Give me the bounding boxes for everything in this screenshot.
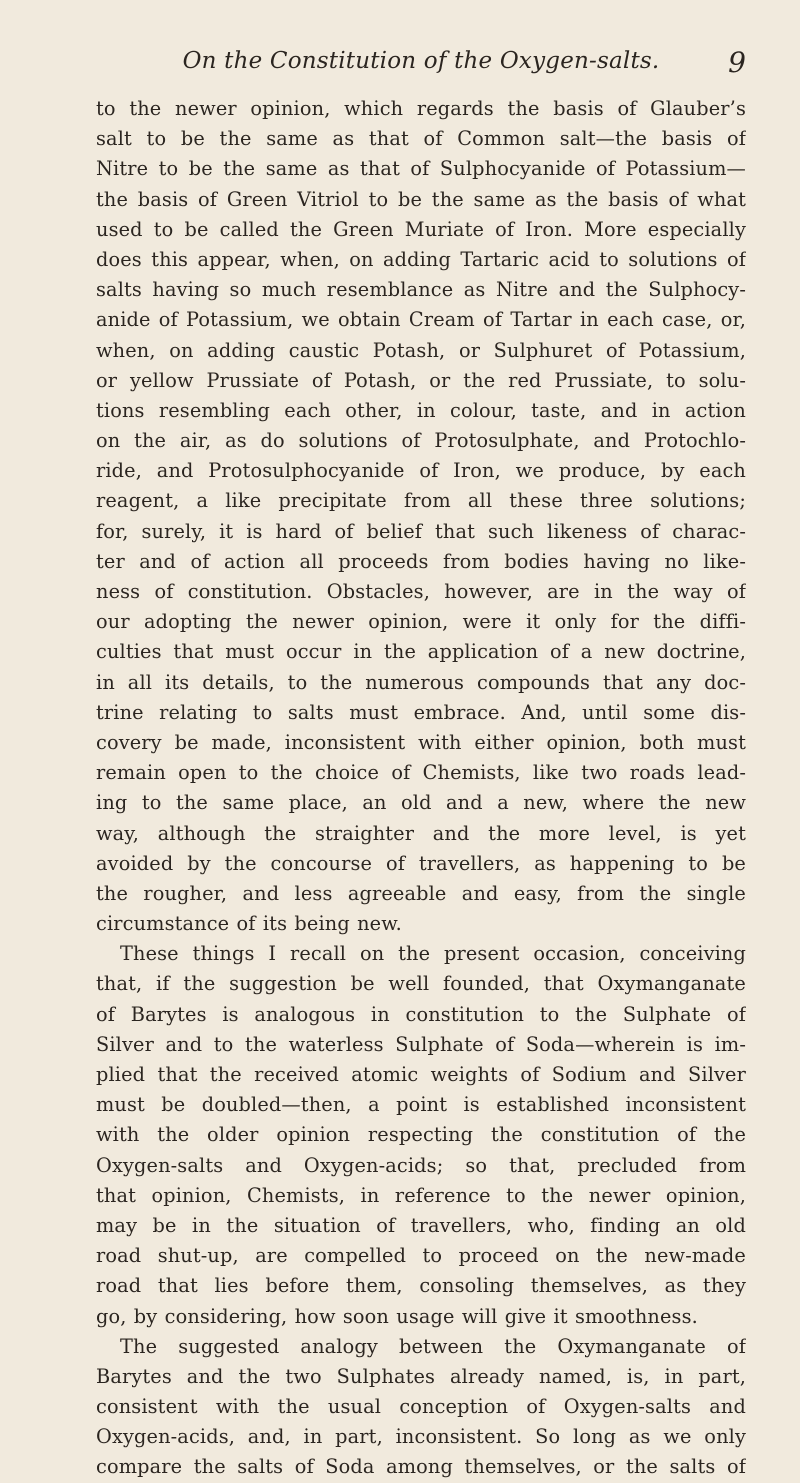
body-text xyxy=(96,94,746,1483)
text-line: in all its details, to the numerous compounds that any doc- xyxy=(96,670,746,694)
text-line: to the newer opinion, which regards the basis of Glauber’s xyxy=(96,97,746,120)
running-title: On the Constitution of the Oxygen-salts. xyxy=(182,48,660,74)
text-line: way, although the straighter and the more level, is yet xyxy=(96,821,746,845)
text-line: or yellow Prussiate of Potash, or the red Prussiate, to solu- xyxy=(96,368,746,392)
text-line: with the older opinion respecting the constitution of the xyxy=(96,1123,746,1147)
text-line: ride, and Protosulphocyanide of Iron, we produce, by each xyxy=(96,459,746,483)
text-line: when, on adding caustic Potash, or Sulphuret of Potassium, xyxy=(96,338,746,362)
text-line: the basis of Green Vitriol to be the same as the basis of what xyxy=(96,187,746,211)
text-line: that, if the suggestion be well founded, that Oxymanganate xyxy=(96,972,746,996)
text-line: for, surely, it is hard of belief that such likeness of charac- xyxy=(96,519,746,543)
text-line: salts having so much resemblance as Nitre and the Sulphocy- xyxy=(96,278,746,302)
text-line: salt to be the same as that of Common salt—the basis of xyxy=(96,127,746,151)
text-line: remain open to the choice of Chemists, like two roads lead- xyxy=(96,761,746,785)
text-line: ness of constitution. Obstacles, however, are in the way of xyxy=(96,580,746,603)
text-line: our adopting the newer opinion, were it only for the diffi- xyxy=(96,610,746,634)
text-line: tions resembling each other, in colour, taste, and in action xyxy=(96,398,746,422)
text-line: compare the salts of Soda among themselves, or the salts of xyxy=(96,1455,746,1479)
text-line: culties that must occur in the application of a new doctrine, xyxy=(96,640,746,664)
text-line: the rougher, and less agreeable and easy, from the single xyxy=(96,881,746,905)
text-line: does this appear, when, on adding Tartaric acid to solutions of xyxy=(96,247,746,271)
text-line: go, by considering, how soon usage will give it smoothness. xyxy=(96,1304,698,1328)
text-line: Barytes and the two Sulphates already named, is, in part, xyxy=(96,1364,746,1388)
text-line: consistent with the usual conception of Oxygen-salts and xyxy=(96,1395,746,1419)
text-line: These things I recall on the present occasion, conceiving xyxy=(120,942,746,966)
text-line: on the air, as do solutions of Protosulphate, and Protochlo- xyxy=(96,429,746,453)
text-line: must be doubled—then, a point is established inconsistent xyxy=(96,1093,746,1117)
text-line: Silver and to the waterless Sulphate of Soda—wherein is im- xyxy=(96,1032,746,1056)
page-number: 9 xyxy=(728,46,746,79)
text-line: avoided by the concourse of travellers, as happening to be xyxy=(96,851,746,875)
text-line: covery be made, inconsistent with either opinion, both must xyxy=(96,730,746,754)
text-line: ing to the same place, an old and a new, where the new xyxy=(96,791,746,815)
text-line: of Barytes is analogous in constitution to the Sulphate of xyxy=(96,1002,746,1026)
text-line: Oxygen-acids, and, in part, inconsistent. So long as we only xyxy=(96,1425,746,1449)
text-line: The suggested analogy between the Oxymanganate of xyxy=(120,1334,746,1358)
text-line: ter and of action all proceeds from bodies having no like- xyxy=(96,549,746,573)
text-line: may be in the situation of travellers, who, finding an old xyxy=(96,1213,746,1237)
text-line: trine relating to salts must embrace. And, until some dis- xyxy=(96,700,746,724)
text-line: plied that the received atomic weights of Sodium and Silver xyxy=(96,1063,746,1086)
text-line: Oxygen-salts and Oxygen-acids; so that, precluded from xyxy=(96,1153,746,1177)
running-head xyxy=(96,48,746,88)
text-line: used to be called the Green Muriate of Iron. More especially xyxy=(96,217,746,241)
text-line: Nitre to be the same as that of Sulphocyanide of Potassium— xyxy=(96,157,746,181)
text-line: road shut-up, are compelled to proceed on the new-made xyxy=(96,1244,746,1268)
text-line: that opinion, Chemists, in reference to the newer opinion, xyxy=(96,1183,746,1207)
text-line: anide of Potassium, we obtain Cream of Tartar in each case, or, xyxy=(96,308,746,332)
text-line: road that lies before them, consoling themselves, as they xyxy=(96,1274,746,1298)
text-line: reagent, a like precipitate from all these three solutions; xyxy=(96,489,746,513)
text-line: circumstance of its being new. xyxy=(96,912,402,936)
